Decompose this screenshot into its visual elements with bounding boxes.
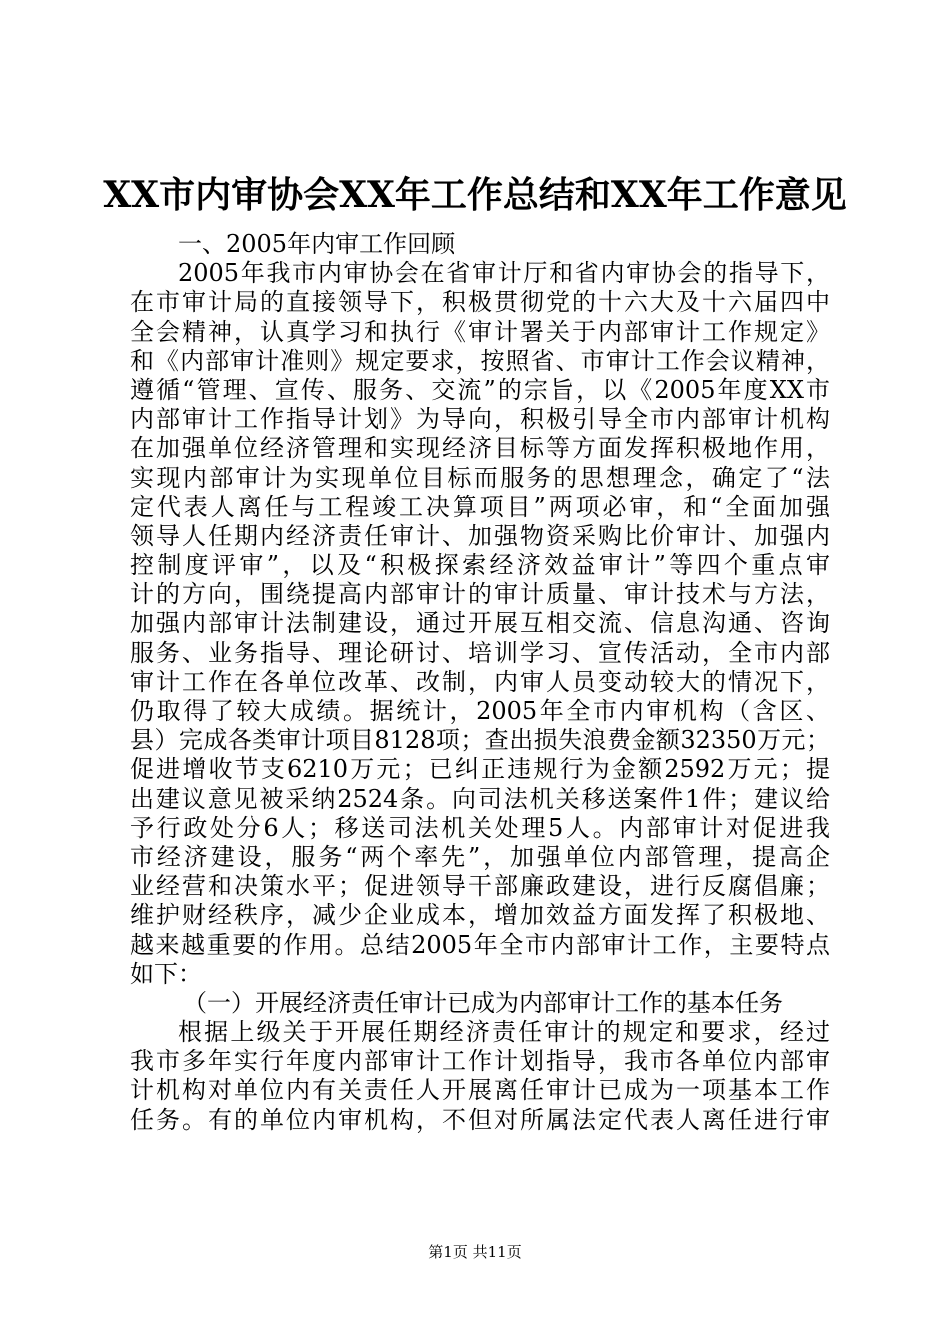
body-line: 业经营和决策水平；促进领导干部廉政建设，进行反腐倡廉； xyxy=(130,872,830,901)
page-number-footer: 第1页 共11页 xyxy=(428,1243,522,1261)
body-line: 内部审计工作指导计划》为导向，积极引导全市内部审计机构 xyxy=(130,405,830,434)
body-line: 维护财经秩序，减少企业成本，增加效益方面发挥了积极地、 xyxy=(130,901,830,930)
body-line: 越来越重要的作用。总结2005年全市内部审计工作，主要特点 xyxy=(130,930,830,959)
body-line: 在加强单位经济管理和实现经济目标等方面发挥积极地作用， xyxy=(130,434,830,463)
body-line: 任务。有的单位内审机构，不但对所属法定代表人离任进行审 xyxy=(130,1105,830,1134)
body-line: 根据上级关于开展任期经济责任审计的规定和要求，经过 xyxy=(178,1018,830,1047)
body-line: 服务、业务指导、理论研讨、培训学习、宣传活动，全市内部 xyxy=(130,638,830,667)
body-line: 仍取得了较大成绩。据统计，2005年全市内审机构（含区、 xyxy=(130,697,830,725)
body-line: 2005年我市内审协会在省审计厅和省内审协会的指导下， xyxy=(178,259,830,288)
body-line: 出建议意见被采纳2524条。向司法机关移送案件1件；建议给 xyxy=(130,784,830,813)
body-line: 全会精神，认真学习和执行《审计署关于内部审计工作规定》 xyxy=(130,317,830,346)
subsection-heading: （一）开展经济责任审计已成为内部审计工作的基本任务 xyxy=(183,988,783,1017)
body-line: 县）完成各类审计项目8128项；查出损失浪费金额32350万元； xyxy=(130,726,830,755)
body-line: 审计工作在各单位改革、改制，内审人员变动较大的情况下， xyxy=(130,667,830,696)
section-heading: 一、2005年内审工作回顾 xyxy=(178,230,456,258)
body-line: 计的方向，围绕提高内部审计的审计质量、审计技术与方法， xyxy=(130,580,830,609)
body-line: 予行政处分6人；移送司法机关处理5人。内部审计对促进我 xyxy=(130,813,830,842)
body-line: 实现内部审计为实现单位目标而服务的思想理念，确定了“法 xyxy=(130,463,830,492)
body-line: 计机构对单位内有关责任人开展离任审计已成为一项基本工作 xyxy=(130,1076,830,1105)
body-line: 控制度评审”，以及“积极探索经济效益审计”等四个重点审 xyxy=(130,551,830,580)
body-line: 我市多年实行年度内部审计工作计划指导，我市各单位内部审 xyxy=(130,1047,830,1076)
body-line: 市经济建设，服务“两个率先”，加强单位内部管理，提高企 xyxy=(130,842,830,871)
body-line: 定代表人离任与工程竣工决算项目”两项必审，和“全面加强 xyxy=(130,492,830,521)
document-body xyxy=(130,230,830,1135)
body-line: 领导人任期内经济责任审计、加强物资采购比价审计、加强内 xyxy=(130,521,830,550)
body-line: 如下： xyxy=(130,959,202,988)
body-line: 和《内部审计准则》规定要求，按照省、市审计工作会议精神， xyxy=(130,346,830,375)
body-line: 促进增收节支6210万元；已纠正违规行为金额2592万元；提 xyxy=(130,755,830,784)
body-line: 遵循“管理、宣传、服务、交流”的宗旨，以《2005年度XX市 xyxy=(130,375,830,404)
body-line: 加强内部审计法制建设，通过开展互相交流、信息沟通、咨询 xyxy=(130,609,830,638)
document-title: XX市内审协会XX年工作总结和XX年工作意见 xyxy=(103,174,847,216)
body-line: 在市审计局的直接领导下，积极贯彻党的十六大及十六届四中 xyxy=(130,288,830,317)
